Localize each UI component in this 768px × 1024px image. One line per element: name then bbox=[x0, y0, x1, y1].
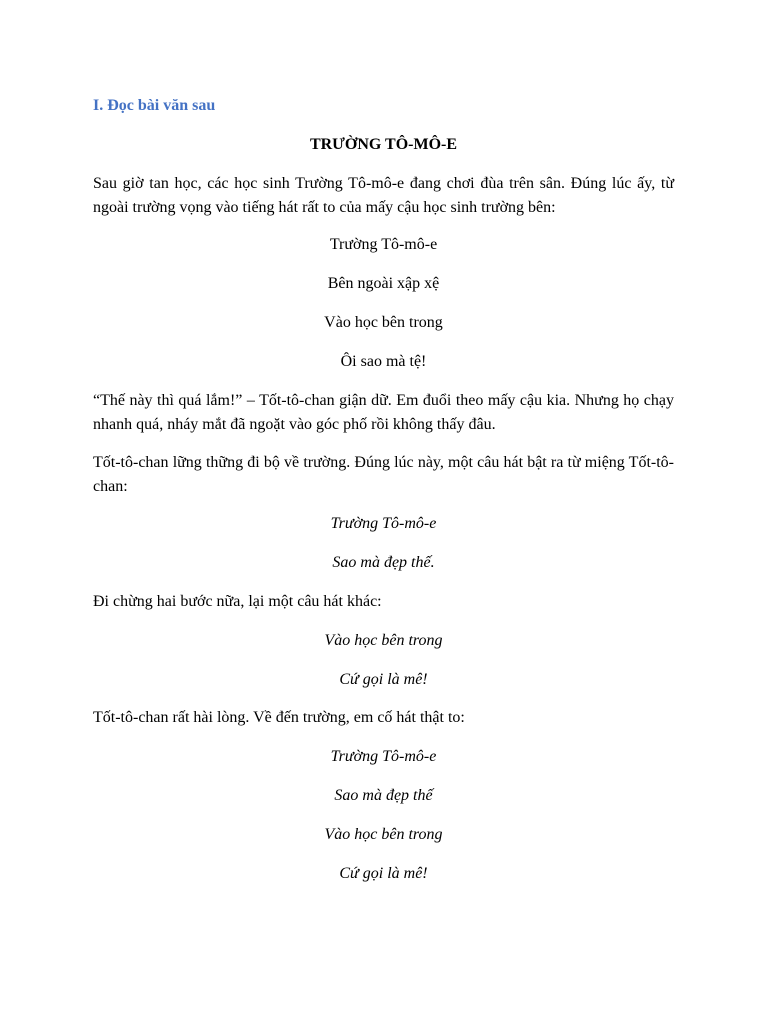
story-title: TRƯỜNG TÔ-MÔ-E bbox=[309, 136, 458, 153]
paragraph-1: Sau giờ tan học, các học sinh Trường Tô-mô-e đang chơi đùa trên sân. Đúng lúc ấy, từ ngoài trường vọng vào tiếng hát rất to của mấy cậu học sinh trường bên: bbox=[93, 175, 674, 216]
poem-3-line-1: Vào học bên trong bbox=[324, 632, 443, 649]
poem-1-line-4: Ôi sao mà tệ! bbox=[340, 353, 427, 370]
poem-4-line-3: Vào học bên trong bbox=[324, 826, 443, 843]
paragraph-4: Đi chừng hai bước nữa, lại một câu hát khác: bbox=[93, 593, 382, 610]
poem-2-line-1: Trường Tô-mô-e bbox=[330, 515, 437, 532]
poem-1-line-1: Trường Tô-mô-e bbox=[329, 236, 438, 253]
poem-1-line-3: Vào học bên trong bbox=[324, 314, 443, 331]
paragraph-3: Tốt-tô-chan lững thững đi bộ về trường. Đúng lúc này, một câu hát bật ra từ miệng Tốt-tô-chan: bbox=[93, 454, 674, 495]
poem-3-line-2: Cứ gọi là mê! bbox=[339, 671, 428, 688]
poem-1-line-2: Bên ngoài xập xệ bbox=[327, 275, 440, 292]
poem-4-line-2: Sao mà đẹp thế bbox=[334, 787, 433, 804]
paragraph-5: Tốt-tô-chan rất hài lòng. Về đến trường, em cố hát thật to: bbox=[93, 709, 465, 726]
poem-2-line-2: Sao mà đẹp thế. bbox=[332, 554, 435, 571]
section-heading: I. Đọc bài văn sau bbox=[93, 97, 216, 114]
poem-4-line-1: Trường Tô-mô-e bbox=[330, 748, 437, 765]
paragraph-2: “Thế này thì quá lắm!” – Tốt-tô-chan giận dữ. Em đuổi theo mấy cậu kia. Nhưng họ chạy nhanh quá, nháy mắt đã ngoặt vào góc phố rồi không thấy đâu. bbox=[93, 392, 674, 433]
poem-4-line-4: Cứ gọi là mê! bbox=[339, 865, 428, 882]
